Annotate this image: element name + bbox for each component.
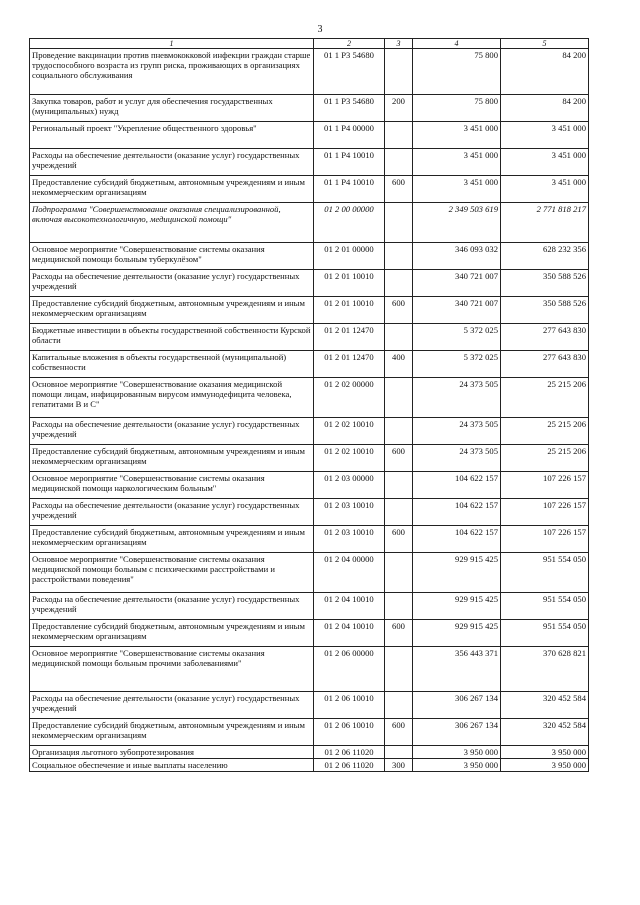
row-amount-col5-cell: 277 643 830 <box>501 324 589 351</box>
row-code-cell: 01 2 06 00000 <box>314 647 385 692</box>
header-col-1: 1 <box>30 39 314 49</box>
row-name-cell: Расходы на обеспечение деятельности (оказание услуг) государственных учреждений <box>30 692 314 719</box>
row-code-cell: 01 1 P4 10010 <box>314 176 385 203</box>
row-amount-col4-cell: 104 622 157 <box>413 526 501 553</box>
row-code-cell: 01 2 02 00000 <box>314 378 385 418</box>
row-name-cell: Расходы на обеспечение деятельности (оказание услуг) государственных учреждений <box>30 149 314 176</box>
row-amount-col4-cell: 3 451 000 <box>413 122 501 149</box>
row-amount-col5-cell: 3 451 000 <box>501 176 589 203</box>
row-name-cell: Предоставление субсидий бюджетным, автономным учреждениям и иным некоммерческим организациям <box>30 297 314 324</box>
row-amount-col4-cell: 3 451 000 <box>413 149 501 176</box>
row-expense-type-cell <box>385 149 413 176</box>
row-expense-type-cell: 600 <box>385 620 413 647</box>
row-expense-type-cell <box>385 324 413 351</box>
table-row <box>30 324 589 351</box>
row-name-cell: Основное мероприятие "Совершенствование системы оказания медицинской помощи больным с психическими расстройствами и расстройствами поведения" <box>30 553 314 593</box>
header-col-5: 5 <box>501 39 589 49</box>
row-expense-type-cell: 600 <box>385 526 413 553</box>
row-amount-col4-cell: 929 915 425 <box>413 593 501 620</box>
table-row <box>30 472 589 499</box>
row-amount-col4-cell: 2 349 503 619 <box>413 203 501 243</box>
table-row <box>30 746 589 759</box>
row-code-cell: 01 2 01 12470 <box>314 351 385 378</box>
row-name-cell: Социальное обеспечение и иные выплаты населению <box>30 759 314 772</box>
row-expense-type-cell <box>385 203 413 243</box>
row-amount-col4-cell: 929 915 425 <box>413 553 501 593</box>
row-expense-type-cell: 600 <box>385 719 413 746</box>
table-row <box>30 620 589 647</box>
row-amount-col4-cell: 5 372 025 <box>413 324 501 351</box>
table-row <box>30 526 589 553</box>
row-amount-col5-cell: 107 226 157 <box>501 526 589 553</box>
table-row <box>30 418 589 445</box>
row-amount-col5-cell: 951 554 050 <box>501 620 589 647</box>
row-amount-col4-cell: 346 093 032 <box>413 243 501 270</box>
row-name-cell: Расходы на обеспечение деятельности (оказание услуг) государственных учреждений <box>30 593 314 620</box>
row-expense-type-cell <box>385 243 413 270</box>
row-code-cell: 01 2 06 11020 <box>314 746 385 759</box>
row-expense-type-cell <box>385 593 413 620</box>
header-col-2: 2 <box>314 39 385 49</box>
row-code-cell: 01 2 01 00000 <box>314 243 385 270</box>
table-row <box>30 49 589 95</box>
row-amount-col5-cell: 3 950 000 <box>501 759 589 772</box>
row-amount-col4-cell: 3 451 000 <box>413 176 501 203</box>
row-code-cell: 01 2 00 00000 <box>314 203 385 243</box>
row-expense-type-cell: 600 <box>385 445 413 472</box>
row-amount-col4-cell: 104 622 157 <box>413 472 501 499</box>
table-row <box>30 351 589 378</box>
table-row <box>30 243 589 270</box>
table-row <box>30 95 589 122</box>
row-amount-col4-cell: 5 372 025 <box>413 351 501 378</box>
table-row <box>30 553 589 593</box>
row-expense-type-cell: 300 <box>385 759 413 772</box>
row-expense-type-cell <box>385 472 413 499</box>
row-amount-col4-cell: 306 267 134 <box>413 719 501 746</box>
row-expense-type-cell <box>385 692 413 719</box>
row-amount-col4-cell: 24 373 505 <box>413 418 501 445</box>
row-name-cell: Основное мероприятие "Совершенствование системы оказания медицинской помощи больным прочими заболеваниями" <box>30 647 314 692</box>
row-name-cell: Предоставление субсидий бюджетным, автономным учреждениям и иным некоммерческим организациям <box>30 620 314 647</box>
row-amount-col4-cell: 24 373 505 <box>413 445 501 472</box>
row-name-cell: Организация льготного зубопротезирования <box>30 746 314 759</box>
row-amount-col5-cell: 3 950 000 <box>501 746 589 759</box>
row-expense-type-cell <box>385 499 413 526</box>
row-amount-col5-cell: 25 215 206 <box>501 445 589 472</box>
budget-table <box>29 38 589 772</box>
row-amount-col4-cell: 3 950 000 <box>413 746 501 759</box>
row-code-cell: 01 2 01 12470 <box>314 324 385 351</box>
row-expense-type-cell <box>385 418 413 445</box>
row-expense-type-cell: 600 <box>385 297 413 324</box>
row-amount-col4-cell: 356 443 371 <box>413 647 501 692</box>
row-expense-type-cell: 600 <box>385 176 413 203</box>
table-row <box>30 593 589 620</box>
row-amount-col5-cell: 350 588 526 <box>501 270 589 297</box>
row-expense-type-cell: 400 <box>385 351 413 378</box>
row-amount-col5-cell: 25 215 206 <box>501 378 589 418</box>
page-number: 3 <box>317 24 323 35</box>
table-row <box>30 499 589 526</box>
table-row <box>30 270 589 297</box>
row-amount-col5-cell: 3 451 000 <box>501 122 589 149</box>
row-amount-col5-cell: 107 226 157 <box>501 499 589 526</box>
row-amount-col5-cell: 2 771 818 217 <box>501 203 589 243</box>
row-amount-col4-cell: 929 915 425 <box>413 620 501 647</box>
row-name-cell: Основное мероприятие "Совершенствование системы оказания медицинской помощи больным туберкулёзом" <box>30 243 314 270</box>
row-name-cell: Бюджетные инвестиции в объекты государственной собственности Курской области <box>30 324 314 351</box>
row-code-cell: 01 2 03 10010 <box>314 499 385 526</box>
row-name-cell: Основное мероприятие "Совершенствование оказания медицинской помощи лицам, инфицированным вирусом иммунодефицита человека, гепатитами В и С" <box>30 378 314 418</box>
row-name-cell: Подпрограмма "Совершенствование оказания специализированной, включая высокотехнологичную, медицинской помощи" <box>30 203 314 243</box>
row-name-cell: Предоставление субсидий бюджетным, автономным учреждениям и иным некоммерческим организациям <box>30 719 314 746</box>
row-code-cell: 01 2 03 00000 <box>314 472 385 499</box>
row-amount-col5-cell: 951 554 050 <box>501 593 589 620</box>
table-row <box>30 445 589 472</box>
table-row <box>30 176 589 203</box>
row-amount-col5-cell: 320 452 584 <box>501 692 589 719</box>
row-name-cell: Проведение вакцинации против пневмококковой инфекции граждан старше трудоспособного возраста из групп риска, проживающих в организациях социального обслуживания <box>30 49 314 95</box>
row-amount-col4-cell: 340 721 007 <box>413 297 501 324</box>
row-code-cell: 01 2 01 10010 <box>314 270 385 297</box>
row-expense-type-cell <box>385 270 413 297</box>
row-amount-col4-cell: 104 622 157 <box>413 499 501 526</box>
row-name-cell: Основное мероприятие "Совершенствование системы оказания медицинской помощи наркологическим больным" <box>30 472 314 499</box>
row-code-cell: 01 2 02 10010 <box>314 418 385 445</box>
row-amount-col4-cell: 75 800 <box>413 95 501 122</box>
row-name-cell: Региональный проект "Укрепление общественного здоровья" <box>30 122 314 149</box>
row-amount-col5-cell: 628 232 356 <box>501 243 589 270</box>
row-amount-col5-cell: 277 643 830 <box>501 351 589 378</box>
table-row <box>30 149 589 176</box>
row-code-cell: 01 2 03 10010 <box>314 526 385 553</box>
table-row <box>30 203 589 243</box>
table-row <box>30 378 589 418</box>
row-code-cell: 01 1 P4 00000 <box>314 122 385 149</box>
row-name-cell: Предоставление субсидий бюджетным, автономным учреждениям и иным некоммерческим организациям <box>30 176 314 203</box>
header-col-3: 3 <box>385 39 413 49</box>
row-name-cell: Капитальные вложения в объекты государственной (муниципальной) собственности <box>30 351 314 378</box>
table-row <box>30 719 589 746</box>
row-code-cell: 01 1 P4 10010 <box>314 149 385 176</box>
row-amount-col5-cell: 107 226 157 <box>501 472 589 499</box>
row-amount-col5-cell: 84 200 <box>501 49 589 95</box>
row-amount-col4-cell: 24 373 505 <box>413 378 501 418</box>
row-expense-type-cell <box>385 378 413 418</box>
table-row <box>30 692 589 719</box>
row-name-cell: Предоставление субсидий бюджетным, автономным учреждениям и иным некоммерческим организациям <box>30 445 314 472</box>
row-name-cell: Расходы на обеспечение деятельности (оказание услуг) государственных учреждений <box>30 270 314 297</box>
row-code-cell: 01 2 06 11020 <box>314 759 385 772</box>
row-amount-col4-cell: 340 721 007 <box>413 270 501 297</box>
row-code-cell: 01 1 P3 54680 <box>314 49 385 95</box>
row-name-cell: Расходы на обеспечение деятельности (оказание услуг) государственных учреждений <box>30 499 314 526</box>
table-row <box>30 759 589 772</box>
table-row <box>30 297 589 324</box>
row-name-cell: Расходы на обеспечение деятельности (оказание услуг) государственных учреждений <box>30 418 314 445</box>
row-amount-col4-cell: 75 800 <box>413 49 501 95</box>
row-amount-col5-cell: 25 215 206 <box>501 418 589 445</box>
row-expense-type-cell <box>385 49 413 95</box>
row-code-cell: 01 2 04 10010 <box>314 620 385 647</box>
table-row <box>30 647 589 692</box>
row-code-cell: 01 2 04 00000 <box>314 553 385 593</box>
row-amount-col5-cell: 3 451 000 <box>501 149 589 176</box>
row-expense-type-cell <box>385 553 413 593</box>
row-code-cell: 01 2 01 10010 <box>314 297 385 324</box>
row-amount-col5-cell: 951 554 050 <box>501 553 589 593</box>
row-amount-col5-cell: 370 628 821 <box>501 647 589 692</box>
row-code-cell: 01 1 P3 54680 <box>314 95 385 122</box>
row-code-cell: 01 2 04 10010 <box>314 593 385 620</box>
row-expense-type-cell <box>385 122 413 149</box>
row-amount-col5-cell: 84 200 <box>501 95 589 122</box>
row-code-cell: 01 2 06 10010 <box>314 719 385 746</box>
row-code-cell: 01 2 02 10010 <box>314 445 385 472</box>
row-name-cell: Предоставление субсидий бюджетным, автономным учреждениям и иным некоммерческим организациям <box>30 526 314 553</box>
table-row <box>30 122 589 149</box>
row-amount-col4-cell: 3 950 000 <box>413 759 501 772</box>
header-col-4: 4 <box>413 39 501 49</box>
row-name-cell: Закупка товаров, работ и услуг для обеспечения государственных (муниципальных) нужд <box>30 95 314 122</box>
row-expense-type-cell: 200 <box>385 95 413 122</box>
row-expense-type-cell <box>385 647 413 692</box>
table-header-row <box>30 39 589 49</box>
row-amount-col5-cell: 350 588 526 <box>501 297 589 324</box>
row-amount-col5-cell: 320 452 584 <box>501 719 589 746</box>
row-code-cell: 01 2 06 10010 <box>314 692 385 719</box>
row-amount-col4-cell: 306 267 134 <box>413 692 501 719</box>
row-expense-type-cell <box>385 746 413 759</box>
